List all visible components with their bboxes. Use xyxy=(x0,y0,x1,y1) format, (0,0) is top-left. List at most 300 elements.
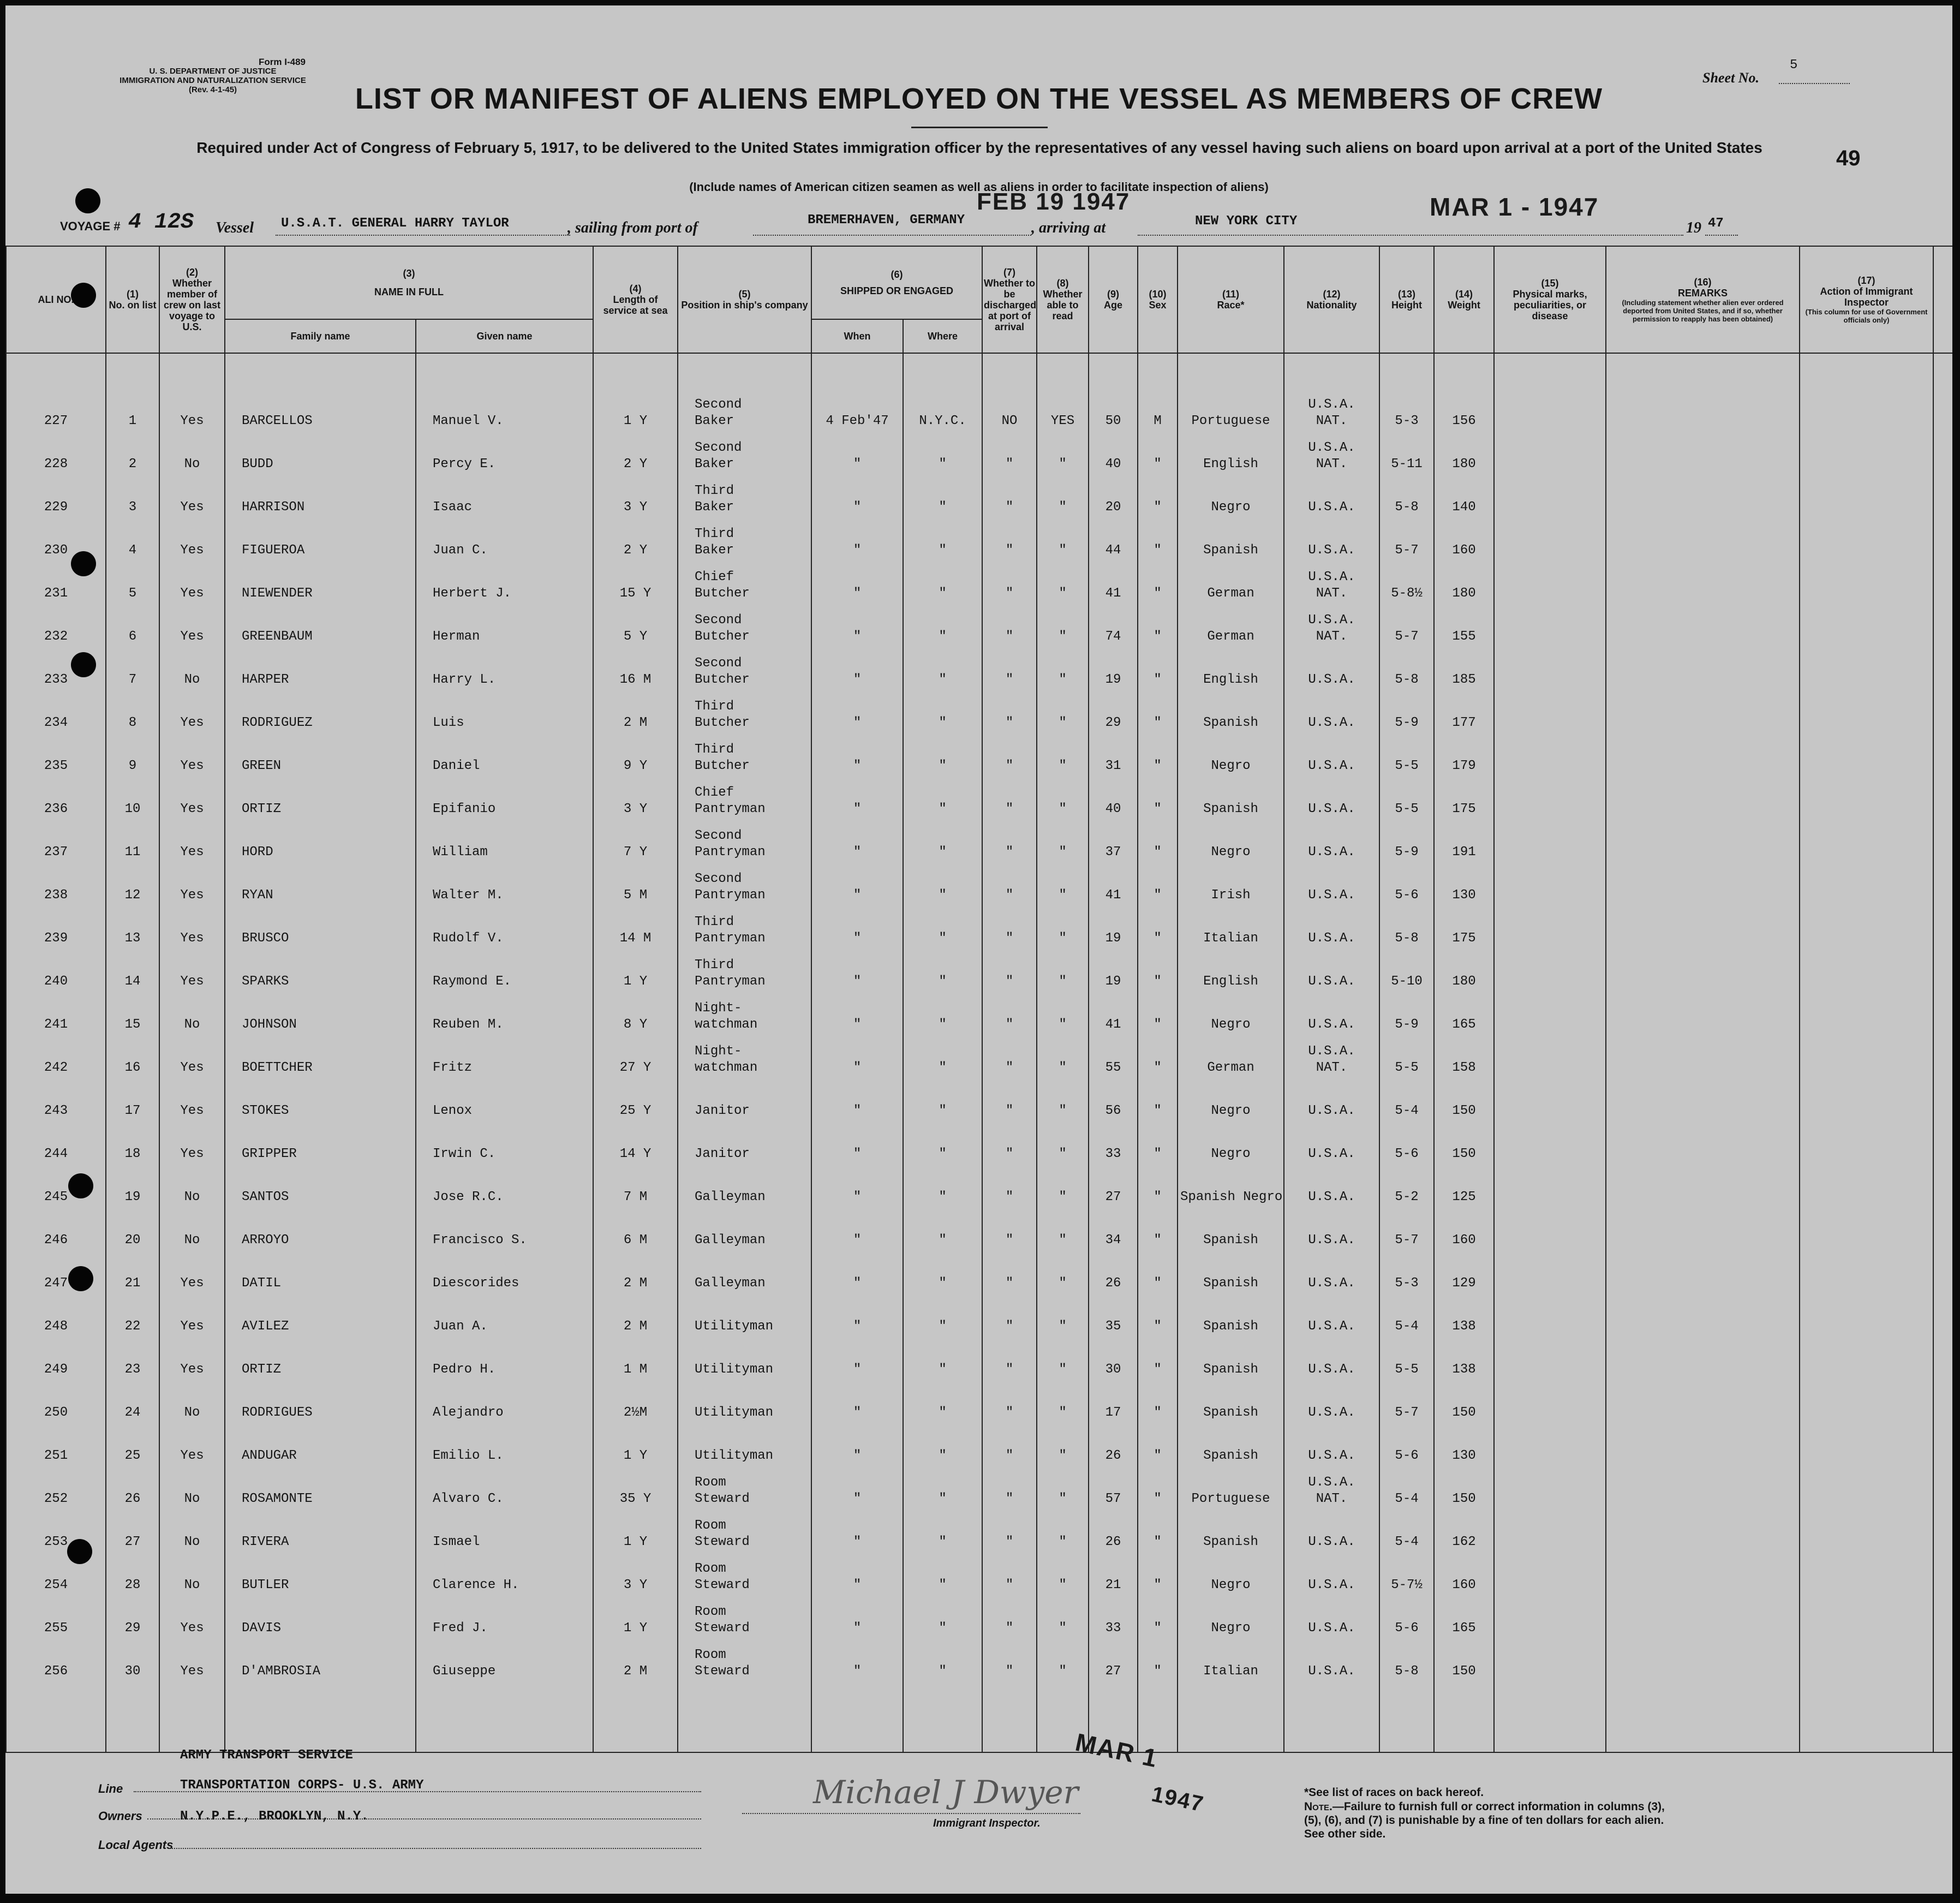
cell-remarks xyxy=(1606,648,1800,691)
cell-read: " xyxy=(1037,778,1089,821)
cell-family: SANTOS xyxy=(225,1166,416,1209)
sheet-number-label: Sheet No. xyxy=(1702,70,1759,86)
cell-nationality xyxy=(1284,1381,1379,1424)
cell-discharged: " xyxy=(982,907,1037,950)
cell-nationality xyxy=(1284,821,1379,864)
cell-family: BUDD xyxy=(225,433,416,476)
cell-given: Irwin C. xyxy=(416,1123,593,1166)
nationality-line-1: U.S.A. xyxy=(1308,1017,1355,1032)
cell-weight: 150 xyxy=(1434,1640,1494,1683)
cell-member: Yes xyxy=(159,735,225,778)
cell-physical xyxy=(1494,993,1606,1036)
cell-no: 20 xyxy=(106,1209,159,1252)
cell-member: No xyxy=(159,993,225,1036)
cell-when: " xyxy=(811,993,903,1036)
year-prefix: 19 xyxy=(1686,219,1701,236)
cell-read: " xyxy=(1037,691,1089,735)
cell-race: Negro xyxy=(1178,476,1284,519)
cell-position xyxy=(678,950,811,993)
col-number: (11) xyxy=(1222,289,1240,300)
cell-sex: " xyxy=(1138,993,1178,1036)
col-16-header xyxy=(1606,246,1800,353)
position-line-2: Baker xyxy=(695,457,734,472)
cell-read: " xyxy=(1037,1036,1089,1079)
cell-read: " xyxy=(1037,519,1089,562)
cell-no: 26 xyxy=(106,1467,159,1511)
cell-action xyxy=(1800,1597,1933,1640)
vessel-value: U.S.A.T. GENERAL HARRY TAYLOR xyxy=(281,216,509,231)
col-number: (12) xyxy=(1323,289,1341,300)
position-line-2: Pantryman xyxy=(695,931,766,946)
spacer-cell xyxy=(1138,353,1178,390)
cell-ali: 253 xyxy=(6,1511,106,1554)
cell-nationality xyxy=(1284,691,1379,735)
cell-age: 20 xyxy=(1089,476,1138,519)
cell-given: Herman xyxy=(416,605,593,648)
cell-read: " xyxy=(1037,1252,1089,1295)
col-number: (14) xyxy=(1455,289,1473,300)
cell-no: 16 xyxy=(106,1036,159,1079)
tail-cell xyxy=(1178,1683,1284,1752)
cell-no: 25 xyxy=(106,1424,159,1467)
cell-discharged: " xyxy=(982,1338,1037,1381)
col-5-header xyxy=(678,246,811,353)
cell-length: 25 Y xyxy=(593,1079,678,1123)
cell-length: 15 Y xyxy=(593,562,678,605)
spacer-cell xyxy=(225,353,416,390)
cell-action xyxy=(1800,1640,1933,1683)
col-label: Action of Immigrant Inspector xyxy=(1820,286,1913,308)
tail-cell xyxy=(6,1683,106,1752)
cell-when: " xyxy=(811,605,903,648)
page-subtitle-note: (Include names of American citizen seamen as well as aliens in order to facilitate inspection of aliens) xyxy=(689,180,1269,194)
cell-weight: 160 xyxy=(1434,1554,1494,1597)
table-row xyxy=(6,778,1952,821)
cell-ali: 236 xyxy=(6,778,106,821)
cell-read: " xyxy=(1037,1166,1089,1209)
cell-where: " xyxy=(903,778,982,821)
cell-weight: 191 xyxy=(1434,821,1494,864)
cell-position xyxy=(678,1209,811,1252)
cell-nationality xyxy=(1284,476,1379,519)
cell-height: 5-7½ xyxy=(1379,1554,1434,1597)
table-row xyxy=(6,1036,1952,1079)
cell-ali: 247 xyxy=(6,1252,106,1295)
cell-blank xyxy=(1933,907,1952,950)
nationality-line-1: U.S.A. xyxy=(1308,1405,1355,1420)
table-row xyxy=(6,1252,1952,1295)
vessel-label: Vessel xyxy=(216,219,254,236)
cell-ali: 231 xyxy=(6,562,106,605)
cell-blank xyxy=(1933,864,1952,907)
cell-weight: 155 xyxy=(1434,605,1494,648)
cell-nationality xyxy=(1284,1554,1379,1597)
table-row xyxy=(6,1338,1952,1381)
cell-length: 27 Y xyxy=(593,1036,678,1079)
cell-no: 22 xyxy=(106,1295,159,1338)
cell-action xyxy=(1800,1424,1933,1467)
tail-cell xyxy=(811,1683,903,1752)
cell-member: No xyxy=(159,648,225,691)
cell-race: Spanish xyxy=(1178,1209,1284,1252)
cell-where: " xyxy=(903,821,982,864)
cell-nationality xyxy=(1284,1467,1379,1511)
cell-age: 19 xyxy=(1089,907,1138,950)
tail-cell xyxy=(225,1683,416,1752)
position-line-1: Second xyxy=(695,397,742,412)
cell-weight: 160 xyxy=(1434,1209,1494,1252)
table-row xyxy=(6,1209,1952,1252)
cell-action xyxy=(1800,1036,1933,1079)
cell-age: 19 xyxy=(1089,950,1138,993)
cell-race: Irish xyxy=(1178,864,1284,907)
cell-where: " xyxy=(903,1511,982,1554)
cell-height: 5-5 xyxy=(1379,735,1434,778)
cell-length: 2 M xyxy=(593,1640,678,1683)
cell-family: GRIPPER xyxy=(225,1123,416,1166)
cell-remarks xyxy=(1606,1252,1800,1295)
table-row xyxy=(6,476,1952,519)
cell-length: 2 M xyxy=(593,1295,678,1338)
col-number: (3) xyxy=(403,268,415,279)
cell-action xyxy=(1800,390,1933,433)
spacer-cell xyxy=(1037,353,1089,390)
cell-where: " xyxy=(903,1209,982,1252)
col-note: (This column for use of Government officials only) xyxy=(1805,308,1928,324)
cell-member: Yes xyxy=(159,821,225,864)
table-row xyxy=(6,390,1952,433)
cell-ali: 251 xyxy=(6,1424,106,1467)
nationality-line-1: U.S.A. xyxy=(1308,500,1355,515)
cell-position xyxy=(678,1079,811,1123)
cell-family: NIEWENDER xyxy=(225,562,416,605)
col-12-header xyxy=(1284,246,1379,353)
cell-ali: 254 xyxy=(6,1554,106,1597)
page-subtitle: Required under Act of Congress of February 5, 1917, to be delivered to the United States immigration officer by the representatives of any vessel having such aliens on board upon arrival at a port of the United States xyxy=(196,139,1762,156)
col-label: Physical marks, peculiarities, or disease xyxy=(1513,289,1587,321)
tail-cell xyxy=(593,1683,678,1752)
cell-sex: " xyxy=(1138,864,1178,907)
position-line-1: Room xyxy=(695,1604,726,1619)
cell-family: GREENBAUM xyxy=(225,605,416,648)
cell-when: " xyxy=(811,950,903,993)
cell-remarks xyxy=(1606,1079,1800,1123)
cell-member: No xyxy=(159,1209,225,1252)
cell-ali: 245 xyxy=(6,1166,106,1209)
cell-sex: " xyxy=(1138,519,1178,562)
cell-ali: 255 xyxy=(6,1597,106,1640)
cell-action xyxy=(1800,907,1933,950)
cell-discharged: " xyxy=(982,519,1037,562)
table-row xyxy=(6,735,1952,778)
col-label: Sex xyxy=(1149,300,1167,311)
position-line-1: Room xyxy=(695,1648,726,1662)
position-line-1: Second xyxy=(695,872,742,886)
cell-family: BRUSCO xyxy=(225,907,416,950)
cell-member: Yes xyxy=(159,1338,225,1381)
cell-blank xyxy=(1933,433,1952,476)
cell-physical xyxy=(1494,1511,1606,1554)
cell-discharged: " xyxy=(982,1295,1037,1338)
col-when-header: When xyxy=(811,319,903,353)
cell-height: 5-9 xyxy=(1379,993,1434,1036)
cell-member: No xyxy=(159,1381,225,1424)
cell-sex: " xyxy=(1138,1338,1178,1381)
table-row xyxy=(6,1381,1952,1424)
agents-underline xyxy=(169,1848,701,1849)
cell-sex: " xyxy=(1138,1640,1178,1683)
cell-action xyxy=(1800,648,1933,691)
cell-action xyxy=(1800,1252,1933,1295)
cell-blank xyxy=(1933,1424,1952,1467)
cell-race: Spanish xyxy=(1178,1511,1284,1554)
voyage-value: 4 12S xyxy=(128,210,194,235)
cell-height: 5-10 xyxy=(1379,950,1434,993)
cell-when: " xyxy=(811,1209,903,1252)
signature-line xyxy=(742,1813,1080,1814)
cell-action xyxy=(1800,1338,1933,1381)
arriving-label: , arriving at xyxy=(1031,219,1106,236)
cell-position xyxy=(678,433,811,476)
vessel-line xyxy=(276,235,570,236)
cell-nationality xyxy=(1284,1597,1379,1640)
cell-age: 27 xyxy=(1089,1640,1138,1683)
year-value: 47 xyxy=(1708,216,1724,231)
cell-read: " xyxy=(1037,1424,1089,1467)
cell-physical xyxy=(1494,907,1606,950)
cell-when: " xyxy=(811,1597,903,1640)
cell-remarks xyxy=(1606,476,1800,519)
cell-no: 13 xyxy=(106,907,159,950)
cell-age: 33 xyxy=(1089,1597,1138,1640)
cell-member: Yes xyxy=(159,1079,225,1123)
cell-member: No xyxy=(159,1467,225,1511)
owners-label: Owners xyxy=(98,1809,142,1823)
cell-physical xyxy=(1494,476,1606,519)
cell-no: 30 xyxy=(106,1640,159,1683)
cell-physical xyxy=(1494,390,1606,433)
cell-when: " xyxy=(811,1640,903,1683)
cell-position xyxy=(678,1511,811,1554)
cell-family: BARCELLOS xyxy=(225,390,416,433)
cell-blank xyxy=(1933,1252,1952,1295)
table-row xyxy=(6,1640,1952,1683)
col-label: Height xyxy=(1391,300,1423,311)
cell-action xyxy=(1800,433,1933,476)
table-row xyxy=(6,1554,1952,1597)
col-number: (10) xyxy=(1149,289,1167,300)
cell-when: " xyxy=(811,1511,903,1554)
table-header xyxy=(6,246,1952,353)
col-label: Whether member of crew on last voyage to U.S. xyxy=(163,278,221,332)
cell-sex: " xyxy=(1138,735,1178,778)
cell-ali: 235 xyxy=(6,735,106,778)
cell-sex: " xyxy=(1138,907,1178,950)
cell-member: Yes xyxy=(159,907,225,950)
nationality-line-2: NAT. xyxy=(1316,1060,1348,1075)
nationality-line-2: NAT. xyxy=(1316,1492,1348,1506)
cell-blank xyxy=(1933,519,1952,562)
cell-nationality xyxy=(1284,1166,1379,1209)
cell-age: 33 xyxy=(1089,1123,1138,1166)
date-stamp-mar: MAR 1 - 1947 xyxy=(1430,193,1599,221)
nationality-line-1: U.S.A. xyxy=(1308,570,1355,584)
cell-position xyxy=(678,907,811,950)
cell-given: Daniel xyxy=(416,735,593,778)
table-row xyxy=(6,605,1952,648)
cell-position xyxy=(678,1381,811,1424)
cell-where: " xyxy=(903,1467,982,1511)
cell-when: " xyxy=(811,821,903,864)
position-line-1: Chief xyxy=(695,785,734,800)
cell-nationality xyxy=(1284,1295,1379,1338)
cell-discharged: " xyxy=(982,1640,1037,1683)
table-row xyxy=(6,562,1952,605)
col-number: (8) xyxy=(1056,278,1069,289)
cell-discharged: " xyxy=(982,778,1037,821)
nationality-line-1: U.S.A. xyxy=(1308,888,1355,903)
nationality-line-1: U.S.A. xyxy=(1308,715,1355,730)
nationality-line-1: U.S.A. xyxy=(1308,802,1355,816)
spacer-cell xyxy=(159,353,225,390)
inspection-stamp-date: MAR 1 xyxy=(1073,1727,1161,1773)
position-line-2: Steward xyxy=(695,1664,750,1679)
cell-nationality xyxy=(1284,433,1379,476)
nationality-line-1: U.S.A. xyxy=(1308,1448,1355,1463)
cell-physical xyxy=(1494,1295,1606,1338)
cell-action xyxy=(1800,778,1933,821)
cell-family: ROSAMONTE xyxy=(225,1467,416,1511)
cell-race: Italian xyxy=(1178,1640,1284,1683)
position-line-2: Butcher xyxy=(695,672,750,687)
cell-length: 5 M xyxy=(593,864,678,907)
cell-blank xyxy=(1933,1295,1952,1338)
cell-family: STOKES xyxy=(225,1079,416,1123)
cell-length: 1 Y xyxy=(593,1511,678,1554)
position-line-1: Night- xyxy=(695,1001,742,1016)
cell-ali: 230 xyxy=(6,519,106,562)
cell-where: " xyxy=(903,864,982,907)
nationality-line-1: U.S.A. xyxy=(1308,440,1355,455)
cell-member: Yes xyxy=(159,562,225,605)
cell-ali: 239 xyxy=(6,907,106,950)
cell-action xyxy=(1800,993,1933,1036)
cell-blank xyxy=(1933,1467,1952,1511)
cell-where: " xyxy=(903,648,982,691)
cell-height: 5-8 xyxy=(1379,476,1434,519)
cell-no: 3 xyxy=(106,476,159,519)
cell-blank xyxy=(1933,1123,1952,1166)
cell-when: " xyxy=(811,864,903,907)
nationality-line-2: NAT. xyxy=(1316,457,1348,472)
nationality-line-1: U.S.A. xyxy=(1308,1276,1355,1291)
cell-height: 5-3 xyxy=(1379,1252,1434,1295)
col-11-header xyxy=(1178,246,1284,353)
cell-position xyxy=(678,1123,811,1166)
spacer-cell xyxy=(1933,353,1952,390)
cell-ali: 243 xyxy=(6,1079,106,1123)
cell-read: " xyxy=(1037,1123,1089,1166)
cell-remarks xyxy=(1606,993,1800,1036)
cell-family: HARRISON xyxy=(225,476,416,519)
cell-where: " xyxy=(903,433,982,476)
cell-weight: 185 xyxy=(1434,648,1494,691)
cell-discharged: " xyxy=(982,1597,1037,1640)
cell-action xyxy=(1800,1166,1933,1209)
cell-length: 3 Y xyxy=(593,1554,678,1597)
cell-race: Negro xyxy=(1178,1079,1284,1123)
spacer-cell xyxy=(678,353,811,390)
sheet-number-value: 5 xyxy=(1790,58,1798,73)
cell-physical xyxy=(1494,950,1606,993)
cell-height: 5-4 xyxy=(1379,1467,1434,1511)
cell-family: AVILEZ xyxy=(225,1295,416,1338)
cell-when: " xyxy=(811,433,903,476)
position-line-2: Baker xyxy=(695,500,734,515)
cell-where: " xyxy=(903,1123,982,1166)
cell-remarks xyxy=(1606,1424,1800,1467)
position-line-2: Pantryman xyxy=(695,845,766,860)
cell-where: N.Y.C. xyxy=(903,390,982,433)
cell-when: " xyxy=(811,691,903,735)
cell-given: William xyxy=(416,821,593,864)
cell-read: " xyxy=(1037,864,1089,907)
cell-blank xyxy=(1933,1381,1952,1424)
cell-discharged: " xyxy=(982,1123,1037,1166)
cell-weight: 179 xyxy=(1434,735,1494,778)
cell-read: " xyxy=(1037,1079,1089,1123)
cell-read: " xyxy=(1037,648,1089,691)
cell-ali: 237 xyxy=(6,821,106,864)
cell-race: Italian xyxy=(1178,907,1284,950)
cell-physical xyxy=(1494,864,1606,907)
cell-family: DATIL xyxy=(225,1252,416,1295)
col-given-header: Given name xyxy=(416,319,593,353)
cell-physical xyxy=(1494,821,1606,864)
year-line xyxy=(1705,235,1738,236)
cell-age: 57 xyxy=(1089,1467,1138,1511)
cell-position xyxy=(678,562,811,605)
position-line-2: Baker xyxy=(695,414,734,428)
cell-age: 41 xyxy=(1089,864,1138,907)
position-line-2: Steward xyxy=(695,1578,750,1592)
position-line-1: Second xyxy=(695,828,742,843)
nationality-line-1: U.S.A. xyxy=(1308,931,1355,946)
cell-discharged: " xyxy=(982,1467,1037,1511)
spacer-cell xyxy=(1284,353,1379,390)
cell-nationality xyxy=(1284,1640,1379,1683)
cell-race: Negro xyxy=(1178,993,1284,1036)
cell-member: Yes xyxy=(159,691,225,735)
col-label: Race* xyxy=(1217,300,1245,311)
cell-age: 41 xyxy=(1089,562,1138,605)
cell-no: 27 xyxy=(106,1511,159,1554)
nationality-line-2: NAT. xyxy=(1316,629,1348,644)
cell-weight: 130 xyxy=(1434,1424,1494,1467)
cell-nationality xyxy=(1284,1123,1379,1166)
spacer-cell xyxy=(903,353,982,390)
cell-weight: 150 xyxy=(1434,1123,1494,1166)
cell-given: Lenox xyxy=(416,1079,593,1123)
cell-member: Yes xyxy=(159,778,225,821)
cell-remarks xyxy=(1606,1640,1800,1683)
position-line-2: Steward xyxy=(695,1535,750,1549)
cell-read: " xyxy=(1037,1511,1089,1554)
position-line-2: Pantryman xyxy=(695,802,766,816)
nationality-line-2: NAT. xyxy=(1316,586,1348,601)
cell-no: 8 xyxy=(106,691,159,735)
cell-discharged: " xyxy=(982,993,1037,1036)
